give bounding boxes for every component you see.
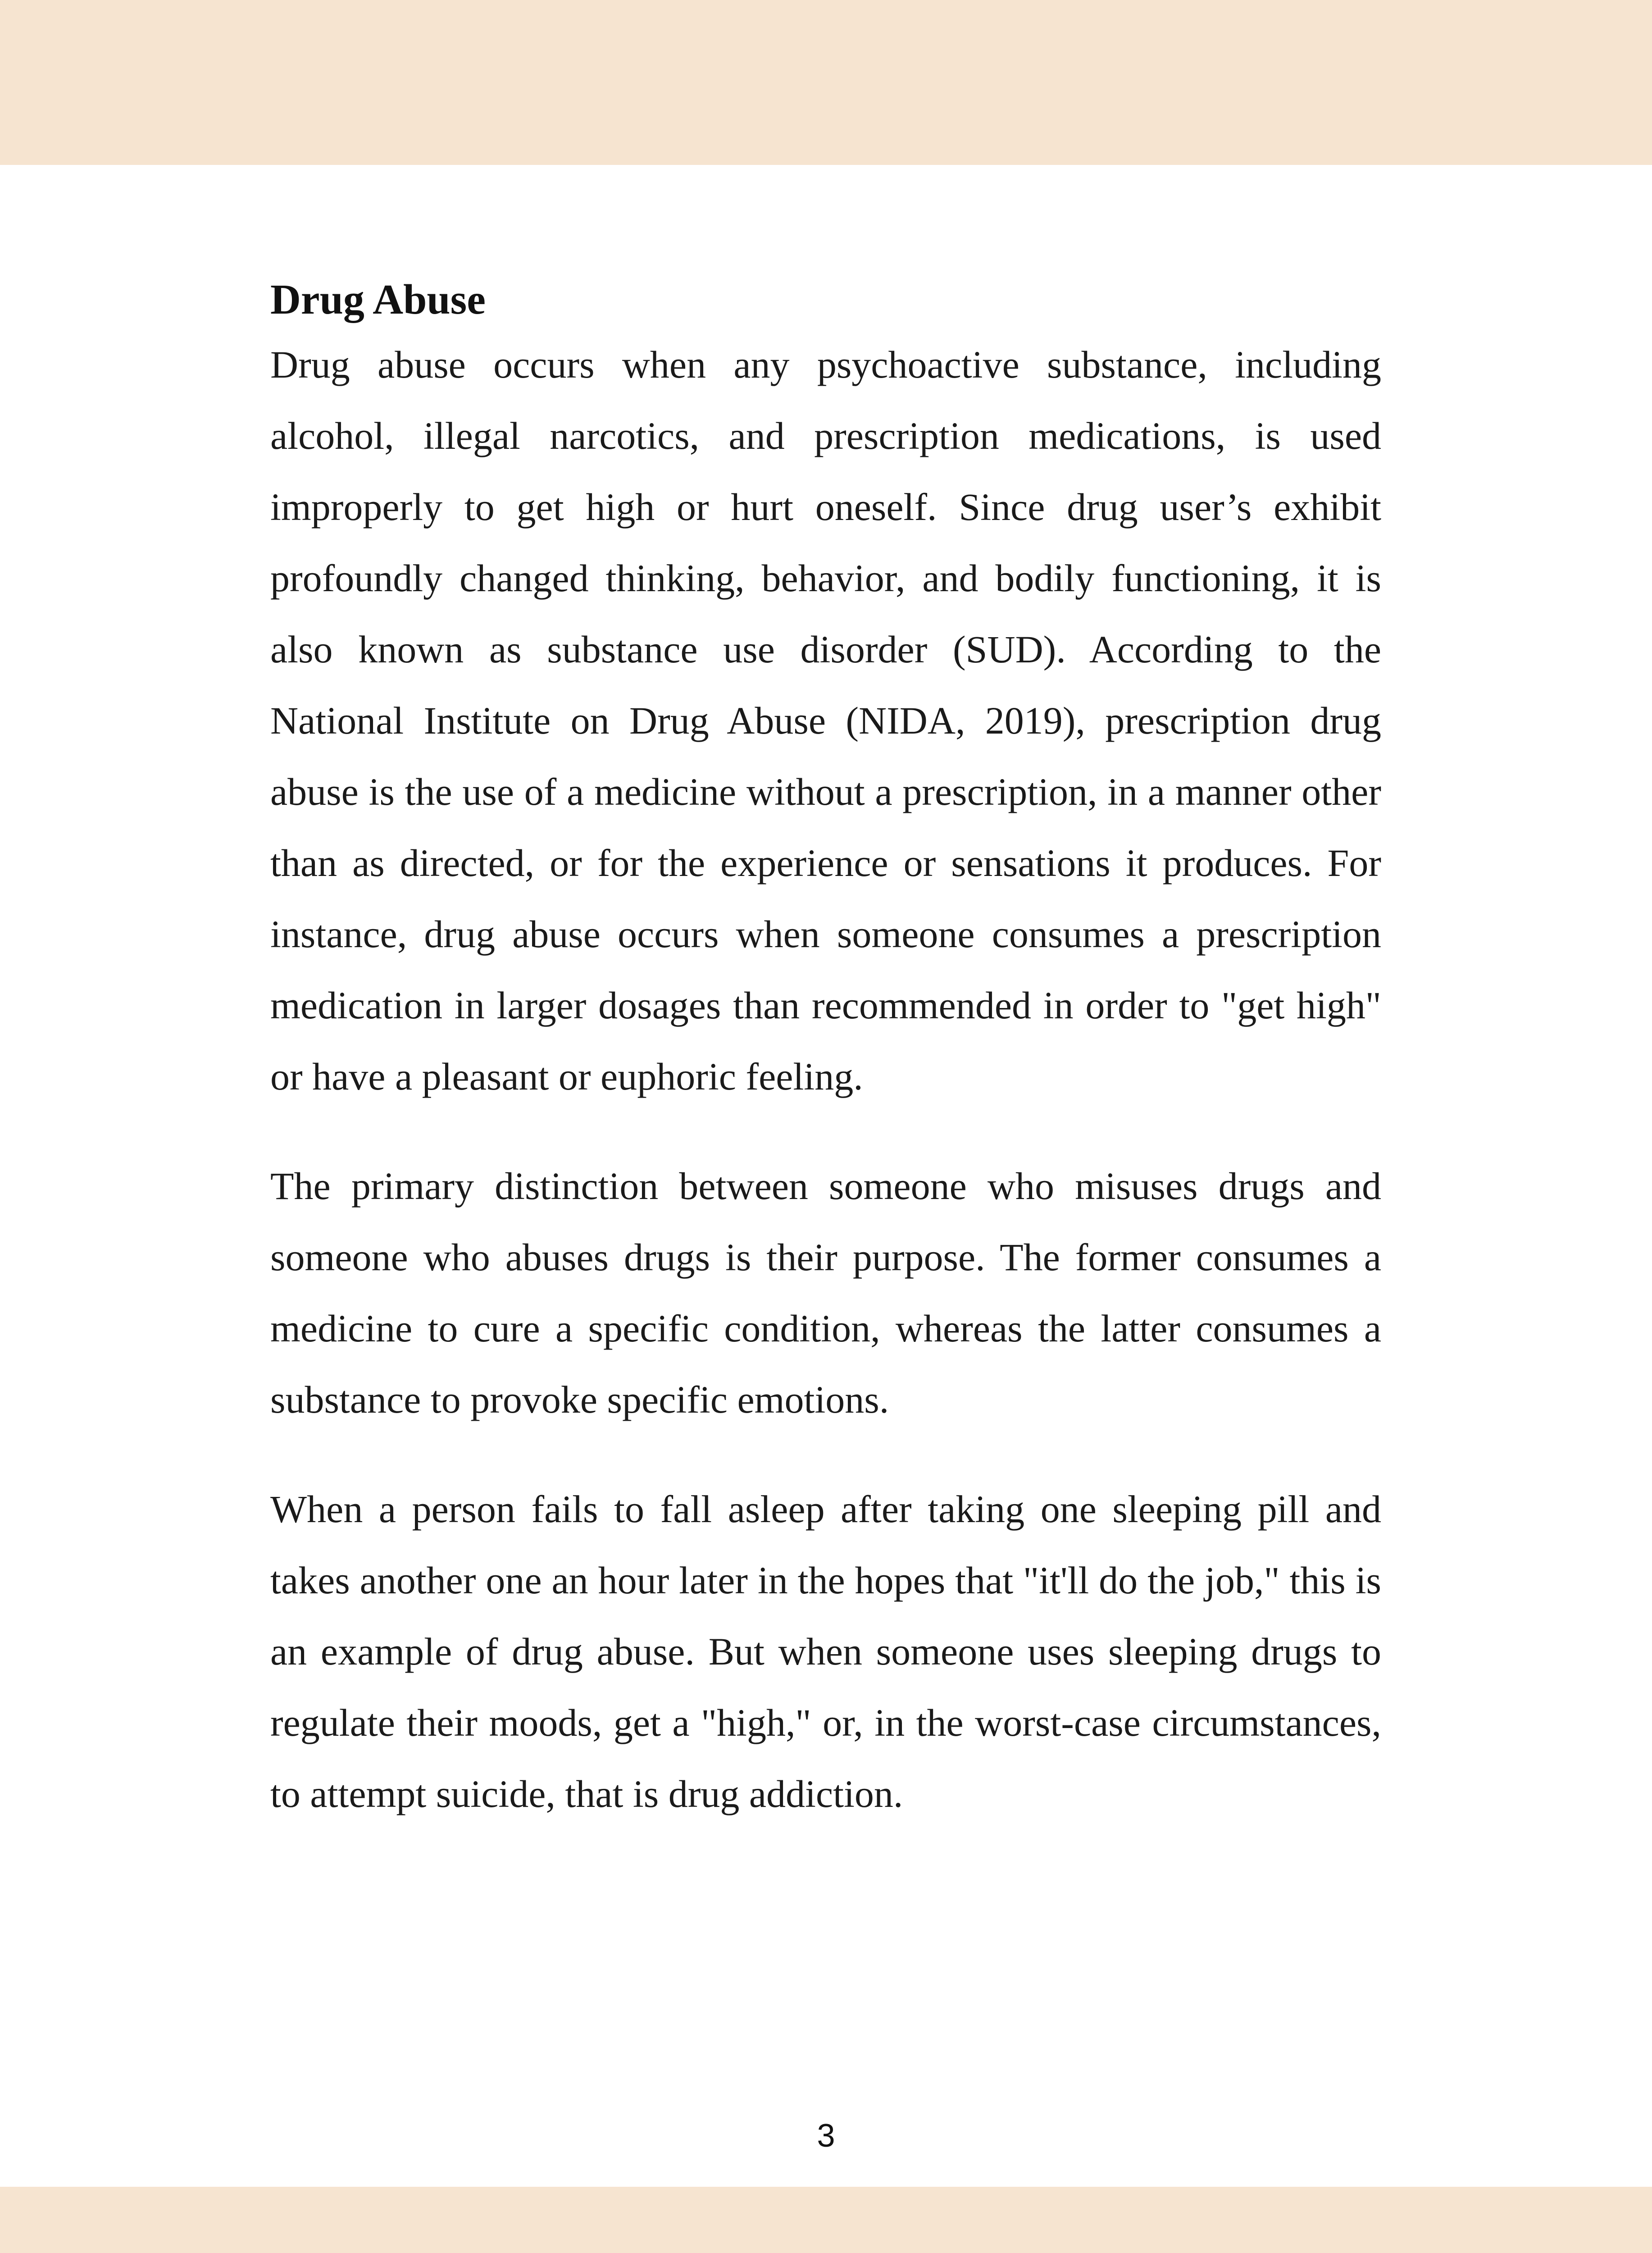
header-band	[0, 0, 1652, 165]
footer-band	[0, 2187, 1652, 2253]
page-content	[270, 270, 1381, 1829]
page-number: 3	[817, 2118, 835, 2154]
paragraph-definition: Drug abuse occurs when any psychoactive substance, including alcohol, illegal narcotics, and prescription medications, is used improperly to get high or hurt oneself. Since drug user’s exhibit profoundly changed thinking, behavior, and bodily functioning, it is also known as substance use disorder (SUD). According to the National Institute on Drug Abuse (NIDA, 2019), prescription drug abuse is the use of a medicine without a prescription, in a manner other than as directed, or for the experience or sensations it produces. For instance, drug abuse occurs when someone consumes a prescription medication in larger dosages than recommended in order to "get high" or have a pleasant or euphoric feeling.	[270, 343, 1381, 1098]
section-heading: Drug Abuse	[270, 276, 486, 323]
paragraph-distinction: The primary distinction between someone who misuses drugs and someone who abuses drugs is their purpose. The former consumes a medicine to cure a specific condition, whereas the latter consumes a substance to provoke specific emotions.	[270, 1164, 1381, 1421]
paragraph-example: When a person fails to fall asleep after taking one sleeping pill and takes another one an hour later in the hopes that "it'll do the job," this is an example of drug abuse. But when someone uses sleeping drugs to regulate their moods, get a "high," or, in the worst-case circumstances, to attempt suicide, that is drug addiction.	[270, 1487, 1381, 1815]
